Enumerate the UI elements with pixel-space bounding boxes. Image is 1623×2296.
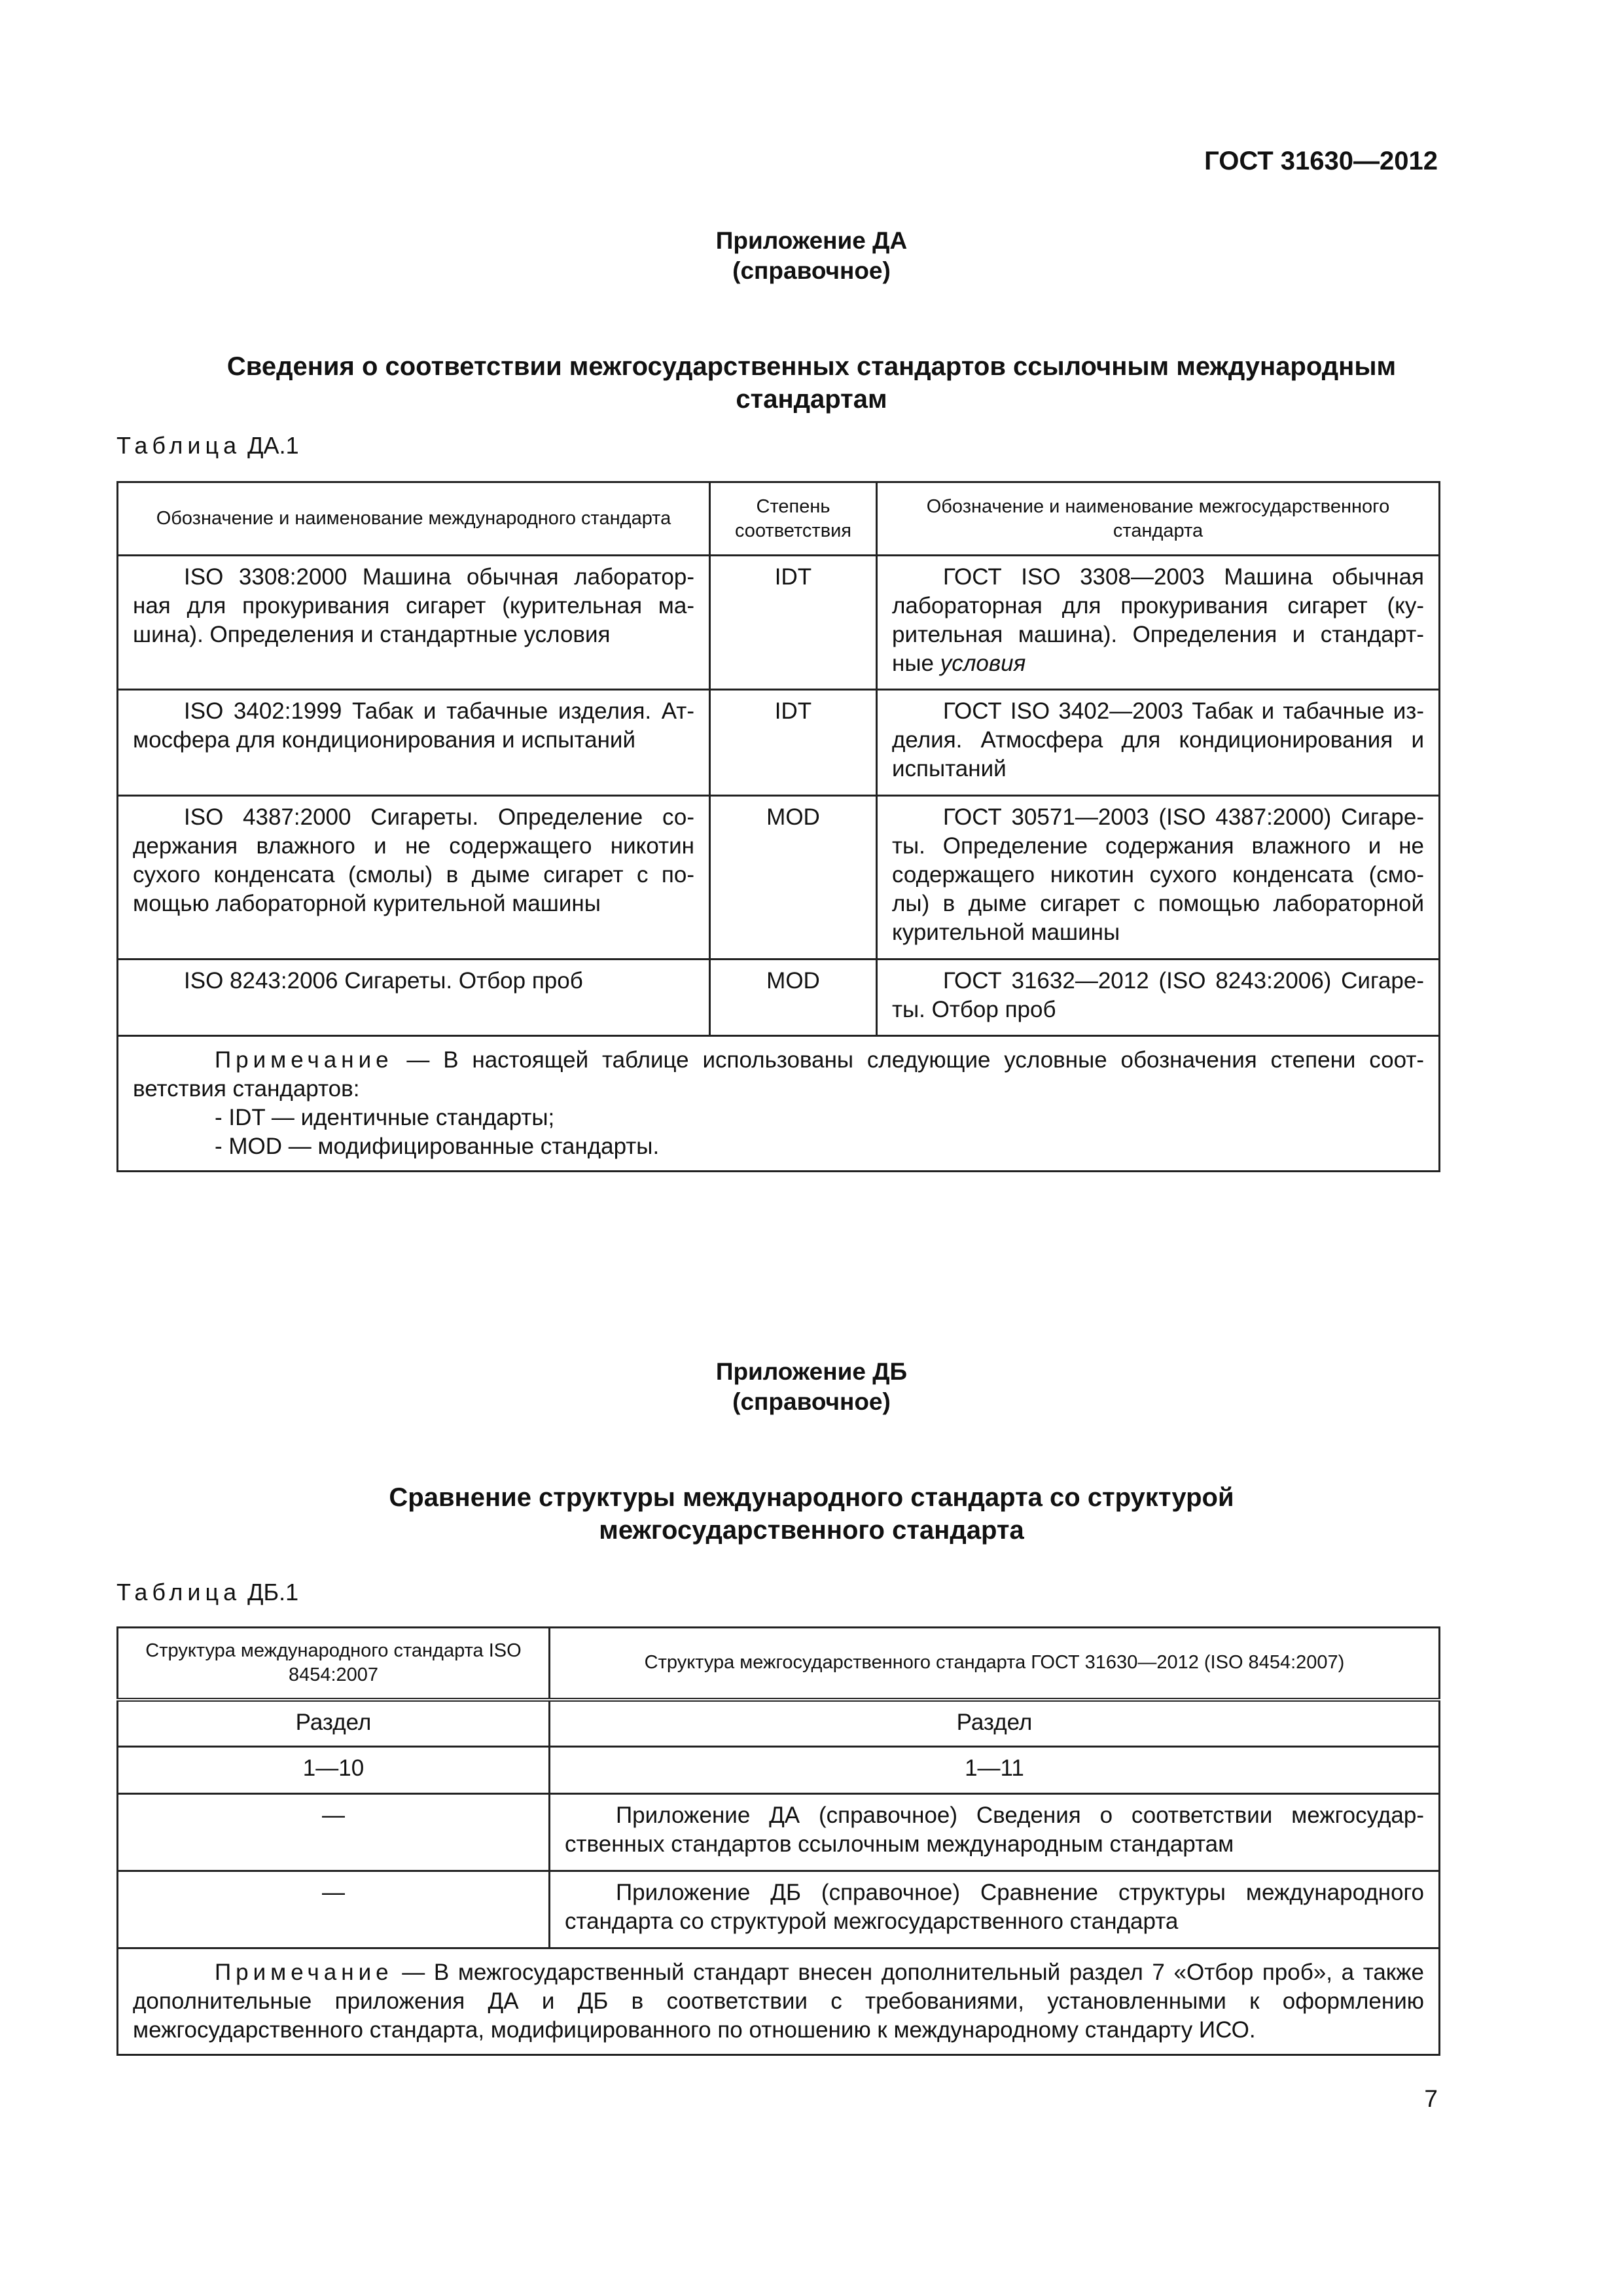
table-note <box>118 1036 1440 1172</box>
table-row <box>118 1700 1440 1747</box>
table-row <box>118 1794 1440 1871</box>
note-text: — В межгосударственный стандарт внесен дополнительный раздел 7 «Отбор проб», а также дополнительные приложения ДА и ДБ в соответствии с требованиями, установленными к оформлению межгосударственного стандарта, модифицированного по отношению к международному стандарту ИСО. <box>133 1960 1424 2043</box>
table-row <box>118 556 1440 690</box>
appendix-da-heading-line2: стандартам <box>736 385 887 414</box>
appendix-da-heading-line1: Сведения о соответствии межгосударственных стандартов ссылочным международным <box>226 352 1397 381</box>
intl-structure-cell: — <box>118 1871 550 1948</box>
table-row <box>118 1747 1440 1794</box>
table-header-row <box>118 1628 1440 1700</box>
table-row <box>118 796 1440 960</box>
table-caption-word: Таблица <box>116 1579 241 1605</box>
degree-cell: IDT <box>710 690 877 796</box>
national-structure-cell: Приложение ДБ (справочное) Сравнение структуры международного стандарта со структурой межгосударственного стандарта <box>550 1871 1440 1948</box>
column-header: Обозначение и наименование межгосударственного стандарта <box>877 482 1440 556</box>
appendix-db-subtitle: (справочное) <box>732 1388 891 1415</box>
national-structure-cell: 1—11 <box>550 1747 1440 1794</box>
table-caption-word: Таблица <box>116 432 241 459</box>
intl-standard-cell: ISO 3402:1999 Табак и табачные изделия. Ат-мосфера для кондиционирования и испытаний <box>118 690 710 796</box>
table-db1 <box>116 1626 1440 2056</box>
note-label: Примечание <box>215 1047 393 1073</box>
column-header: Степень соответствия <box>710 482 877 556</box>
national-standard-italic: условия <box>940 651 1026 676</box>
degree-cell: IDT <box>710 556 877 690</box>
national-standard-text: ГОСТ ISO 3308—2003 Машина обычная лабораторная для прокуривания сигарет (ку-рительная машина). Определения и стандарт-ные <box>892 564 1424 676</box>
table-header-row <box>118 482 1440 556</box>
degree-cell: MOD <box>710 796 877 960</box>
appendix-da-subtitle: (справочное) <box>732 257 891 284</box>
intl-structure-cell: 1—10 <box>118 1747 550 1794</box>
table-note-row <box>118 1948 1440 2055</box>
table-row <box>118 1871 1440 1948</box>
intl-standard-cell: ISO 8243:2006 Сигареты. Отбор проб <box>118 960 710 1036</box>
appendix-db-heading-line1: Сравнение структуры международного стандарта со структурой <box>389 1483 1234 1512</box>
intl-standard-cell: ISO 3308:2000 Машина обычная лаборатор-ная для прокуривания сигарет (курительная ма-шина). Определения и стандартные условия <box>118 556 710 690</box>
table-da1 <box>116 481 1440 1172</box>
intl-structure-cell: — <box>118 1794 550 1871</box>
national-structure-cell: Приложение ДА (справочное) Сведения о соответствии межгосудар-ственных стандартов ссылочным международным стандартам <box>550 1794 1440 1871</box>
note-list-item: - MOD — модифицированные стандарты. <box>215 1134 660 1159</box>
table-row <box>118 690 1440 796</box>
table-note <box>118 1948 1440 2055</box>
national-standard-cell: ГОСТ ISO 3402—2003 Табак и табачные из-делия. Атмосфера для кондиционирования и испытаний <box>877 690 1440 796</box>
degree-cell: MOD <box>710 960 877 1036</box>
table-da1-caption <box>116 432 299 459</box>
column-header: Структура международного стандарта ISO 8454:2007 <box>118 1628 550 1700</box>
appendix-da-title: Приложение ДА <box>715 227 908 254</box>
national-structure-cell: Раздел <box>550 1700 1440 1747</box>
table-caption-number: ДА.1 <box>247 432 299 459</box>
page-number: 7 <box>1424 2085 1438 2112</box>
table-note-row <box>118 1036 1440 1172</box>
appendix-db-heading-line2: межгосударственного стандарта <box>599 1516 1024 1545</box>
note-list-item: - IDT — идентичные стандарты; <box>215 1105 555 1130</box>
intl-standard-cell: ISO 4387:2000 Сигареты. Определение со-держания влажного и не содержащего никотин сухого конденсата (смолы) в дыме сигарет с по-мощью лабораторной курительной машины <box>118 796 710 960</box>
national-standard-cell <box>877 556 1440 690</box>
table-row <box>118 960 1440 1036</box>
column-header: Структура межгосударственного стандарта ГОСТ 31630—2012 (ISO 8454:2007) <box>550 1628 1440 1700</box>
table-caption-number: ДБ.1 <box>247 1579 299 1605</box>
document-code: ГОСТ 31630—2012 <box>1204 147 1438 175</box>
note-paragraph <box>133 1046 1424 1103</box>
note-text: — В настоящей таблице использованы следующие условные обозначения степени соот-ветствия стандартов: <box>133 1047 1424 1102</box>
intl-structure-cell: Раздел <box>118 1700 550 1747</box>
table-db1-caption <box>116 1579 298 1606</box>
column-header: Обозначение и наименование международного стандарта <box>118 482 710 556</box>
appendix-db-title: Приложение ДБ <box>715 1358 908 1385</box>
note-paragraph <box>133 1958 1424 2045</box>
national-standard-cell: ГОСТ 30571—2003 (ISO 4387:2000) Сигаре-ты. Определение содержания влажного и не содержащего никотин сухого конденсата (смо-лы) в дыме сигарет с помощью лабораторной курительной машины <box>877 796 1440 960</box>
note-label: Примечание <box>215 1960 393 1985</box>
national-standard-cell: ГОСТ 31632—2012 (ISO 8243:2006) Сигаре-ты. Отбор проб <box>877 960 1440 1036</box>
